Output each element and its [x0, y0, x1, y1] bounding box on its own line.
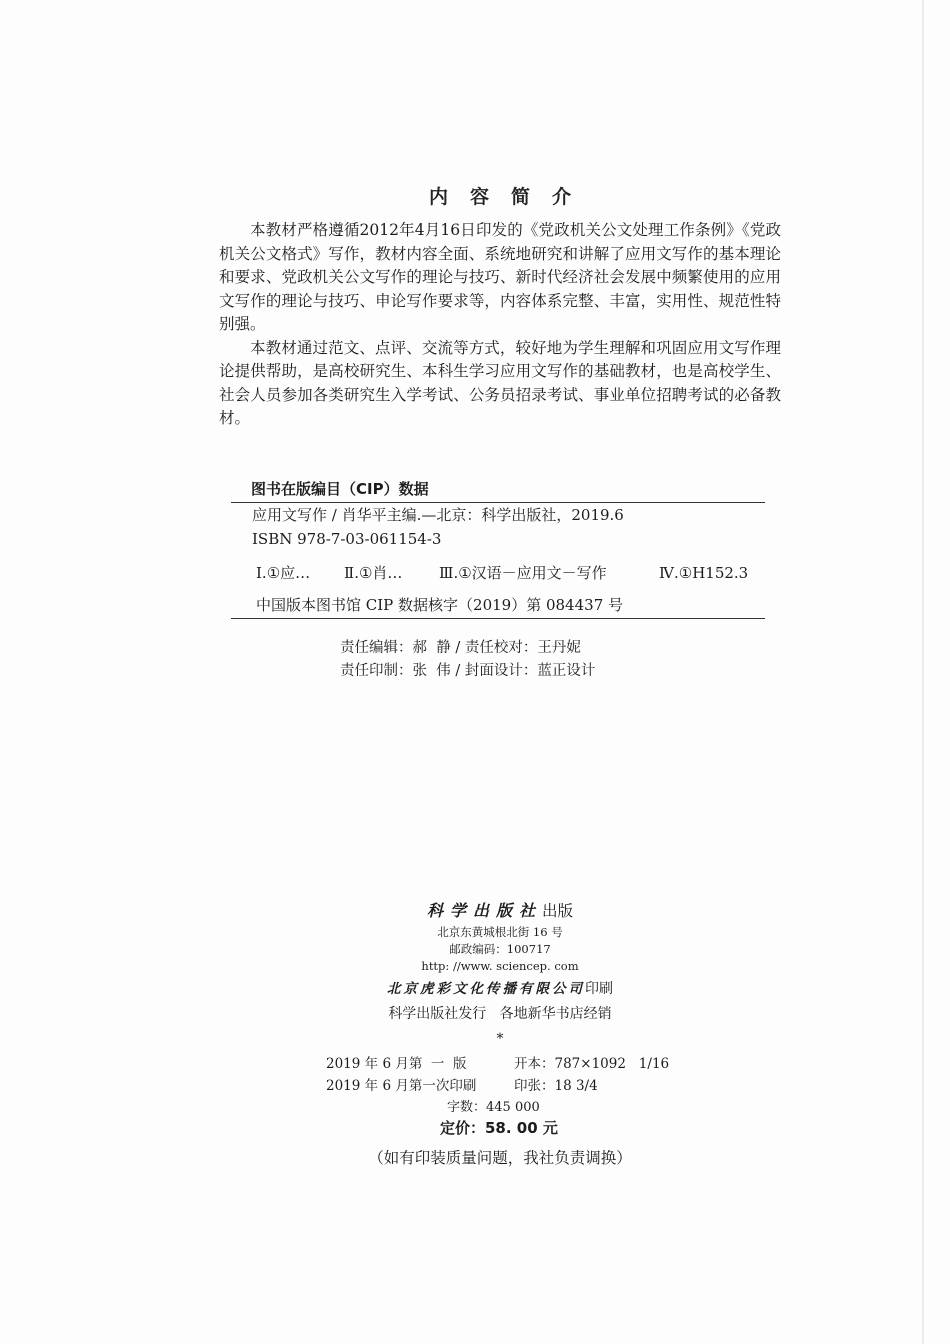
scan-edge-shadow	[922, 0, 924, 1344]
edition-printing: 2019 年 6 月第一次印刷	[326, 1078, 477, 1094]
book-format: 开本：787×1092 1/16	[514, 1056, 670, 1072]
cip-heading: 图书在版编目（CIP）数据	[251, 480, 429, 498]
separator-star: *	[496, 1031, 504, 1047]
price: 定价：58. 00 元	[440, 1119, 558, 1137]
distribution-line: 科学出版社发行 各地新华书店经销	[388, 1006, 612, 1022]
publisher-suffix: 出版	[542, 902, 574, 920]
edition-row-2	[326, 1075, 686, 1097]
cip-title-line: 应用文写作 / 肖华平主编.—北京：科学出版社，2019.6	[252, 506, 624, 524]
content-summary	[219, 182, 781, 431]
printer-suffix: 印刷	[585, 981, 613, 997]
publisher-name: 科学出版社	[426, 901, 542, 920]
cip-class-1: Ⅰ.①应…	[256, 564, 311, 582]
word-count: 字数：445 000	[447, 1100, 540, 1115]
cip-class-2: Ⅱ.①肖…	[344, 564, 403, 582]
edition-info	[326, 1053, 686, 1097]
cip-verify-line: 中国版本图书馆 CIP 数据核字（2019）第 084437 号	[256, 596, 624, 614]
cip-classification	[231, 561, 765, 585]
edition-first: 2019 年 6 月第 一 版	[326, 1056, 467, 1072]
printer-name: 北京虎彩文化传播有限公司	[387, 981, 585, 997]
publisher-line	[300, 898, 700, 924]
printing-cover-line: 责任印制：张 伟 / 封面设计：蓝正设计	[340, 663, 596, 679]
summary-paragraph-2: 本教材通过范文、点评、交流等方式，较好地为学生理解和巩固应用文写作理论提供帮助，是高校研究生、本科生学习应用文写作的基础教材，也是高校学生、社会人员参加各类研究生入学考试、公务员招录考试、事业单位招聘考试的必备教材。	[219, 338, 781, 427]
cip-data-block	[231, 476, 765, 619]
colophon	[300, 898, 700, 1049]
cip-class-4: Ⅳ.①H152.3	[659, 564, 749, 582]
printer-line	[300, 977, 700, 1001]
publisher-address: 北京东黄城根北街 16 号	[437, 925, 563, 939]
summary-title: 内容简介	[428, 186, 593, 208]
responsible-staff	[340, 637, 740, 683]
cip-bottom-rule	[231, 618, 765, 619]
quality-note: （如有印装质量问题，我社负责调换）	[368, 1149, 632, 1167]
cip-isbn-line: ISBN 978-7-03-061154-3	[252, 530, 442, 548]
cip-class-3: Ⅲ.①汉语－应用文－写作	[439, 564, 607, 582]
publisher-postcode: 邮政编码：100717	[449, 942, 551, 956]
edition-row-1	[326, 1053, 686, 1075]
publisher-url: http: //www. sciencep. com	[421, 959, 579, 973]
editor-proofreader-line: 责任编辑：郝 静 / 责任校对：王丹妮	[340, 640, 581, 656]
printed-sheets: 印张：18 3/4	[514, 1078, 598, 1094]
summary-paragraph-1: 本教材严格遵循2012年4月16日印发的《党政机关公文处理工作条例》《党政机关公文格式》写作，教材内容全面、系统地研究和讲解了应用文写作的基本理论和要求、党政机关公文写作的理论与技巧、新时代经济社会发展中频繁使用的应用文写作的理论与技巧、申论写作要求等，内容体系完整、丰富，实用性、规范性特别强。	[219, 221, 781, 333]
